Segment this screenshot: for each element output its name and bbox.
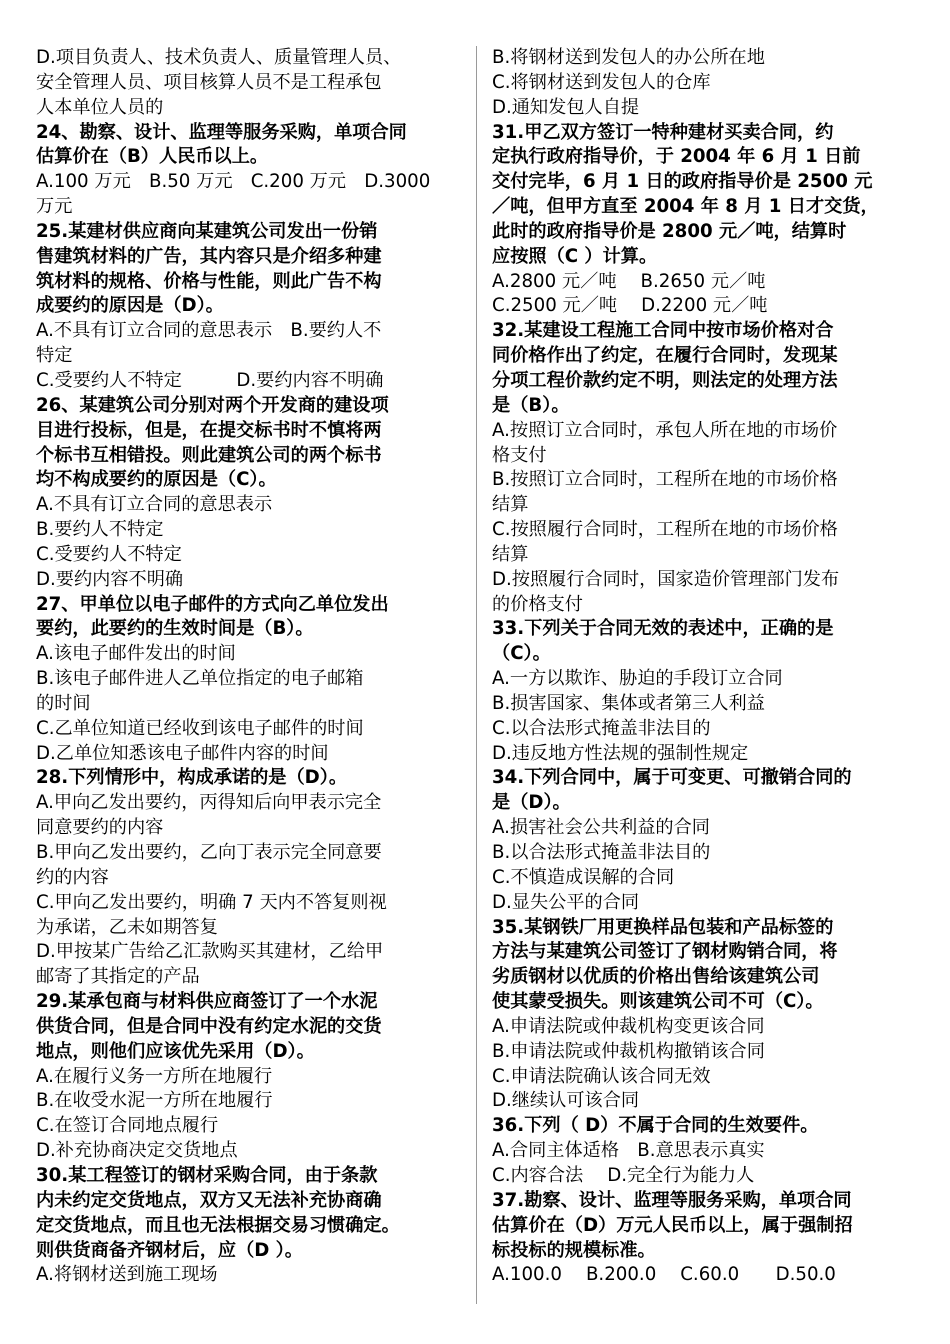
option-text-line: 特定	[36, 345, 73, 367]
question-text-line: 估算价在（B）人民币以上。	[36, 146, 269, 168]
question-text-line: 此时的政府指导价是 2800 元／吨，结算时	[492, 220, 847, 242]
question-text-line: 33.下列关于合同无效的表述中，正确的是	[492, 618, 834, 640]
option-text-line: A.将钢材送到施工现场	[36, 1264, 218, 1286]
option-text-line: B.损害国家、集体或者第三人利益	[492, 692, 765, 714]
question-text-line: 应按照（C ）计算。	[492, 245, 658, 267]
question-text-line: 定执行政府指导价，于 2004 年 6 月 1 日前	[492, 146, 861, 168]
question-text-line: 要约，此要约的生效时间是（B）。	[36, 618, 314, 640]
question-text-line: 37.勘察、设计、监理等服务采购，单项合同	[492, 1189, 852, 1211]
option-text-line: 结算	[492, 494, 529, 516]
question-text-line: 估算价在（D）万元人民币以上，属于强制招	[492, 1214, 853, 1236]
question-text-line: 25.某建材供应商向某建筑公司发出一份销	[36, 220, 378, 242]
question-text-line: ／吨，但甲方直至 2004 年 8 月 1 日才交货，	[492, 196, 879, 218]
option-text-line: 的时间	[36, 692, 91, 714]
question-text-line: 36.下列（ D）不属于合同的生效要件。	[492, 1115, 819, 1137]
option-text-line: C.2500 元／吨 D.2200 元／吨	[492, 295, 768, 317]
option-text-line: 约的内容	[36, 866, 109, 888]
option-text-line: C.乙单位知道已经收到该电子邮件的时间	[36, 717, 364, 739]
question-text-line: 定交货地点，而且也无法根据交易习惯确定。	[36, 1214, 400, 1236]
question-text-line: 使其蒙受损失。则该建筑公司不可（C）。	[492, 991, 824, 1013]
option-text-line: D.项目负责人、技术负责人、质量管理人员、	[36, 47, 402, 68]
option-text-line: C.以合法形式掩盖非法目的	[492, 717, 711, 739]
option-text-line: D.通知发包人自提	[492, 96, 640, 118]
question-text-line: 同价格作出了约定，在履行合同时，发现某	[492, 345, 838, 367]
option-text-line: C.在签订合同地点履行	[36, 1115, 219, 1137]
question-text-line: 35.某钢铁厂用更换样品包装和产品标签的	[492, 916, 834, 938]
option-text-line: B.以合法形式掩盖非法目的	[492, 842, 711, 863]
question-text-line: 地点，则他们应该优先采用（D）。	[36, 1040, 315, 1062]
question-text-line: 30.某工程签订的钢材采购合同，由于条款	[36, 1164, 378, 1186]
question-text-line: 是（B）。	[492, 394, 570, 416]
option-text-line: B.要约人不特定	[36, 519, 164, 541]
option-text-line: D.要约内容不明确	[36, 568, 184, 590]
option-text-line: A.一方以欺诈、胁迫的手段订立合同	[492, 668, 783, 690]
option-text-line: C.内容合法 D.完全行为能力人	[492, 1164, 755, 1186]
option-text-line: B.按照订立合同时，工程所在地的市场价格	[492, 469, 838, 491]
question-text-line: 供货合同，但是合同中没有约定水泥的交货	[36, 1015, 382, 1037]
question-text-line: 26、某建筑公司分别对两个开发商的建设项	[36, 394, 389, 416]
option-text-line: 人本单位人员的	[36, 96, 164, 118]
option-text-line: D.违反地方性法规的强制性规定	[492, 742, 749, 764]
option-text-line: C.按照履行合同时，工程所在地的市场价格	[492, 519, 838, 541]
option-text-line: A.100.0 B.200.0 C.60.0 D.50.0	[492, 1264, 836, 1286]
option-text-line: A.合同主体适格 B.意思表示真实	[492, 1140, 765, 1162]
option-text-line: 同意要约的内容	[36, 817, 164, 839]
option-text-line: A.100 万元 B.50 万元 C.200 万元 D.3000	[36, 171, 431, 193]
question-text-line: 劣质钢材以优质的价格出售给该建筑公司	[492, 966, 820, 988]
column-divider	[476, 46, 477, 1304]
question-text-line: 32.某建设工程施工合同中按市场价格对合	[492, 320, 834, 342]
question-text-line: 24、勘察、设计、监理等服务采购，单项合同	[36, 121, 407, 143]
option-text-line: D.按照履行合同时，国家造价管理部门发布	[492, 568, 840, 590]
question-text-line: 方法与某建筑公司签订了钢材购销合同，将	[492, 941, 838, 963]
right-column	[492, 46, 914, 1288]
question-text-line: 分项工程价款约定不明，则法定的处理方法	[492, 369, 838, 391]
option-text-line: A.按照订立合同时，承包人所在地的市场价	[492, 419, 838, 441]
question-text-line: 27、甲单位以电子邮件的方式向乙单位发出	[36, 593, 389, 615]
option-text-line: 邮寄了其指定的产品	[36, 966, 200, 988]
question-text-line: 内未约定交货地点，双方又无法补充协商确	[36, 1189, 382, 1211]
option-text-line: D.乙单位知悉该电子邮件内容的时间	[36, 742, 329, 764]
option-text-line: B.在收受水泥一方所在地履行	[36, 1090, 273, 1112]
option-text-line: C.受要约人不特定	[36, 543, 182, 565]
option-text-line: C.将钢材送到发包人的仓库	[492, 71, 711, 93]
option-text-line: C.受要约人不特定 D.要约内容不明确	[36, 369, 384, 391]
question-text-line: 个标书互相错投。则此建筑公司的两个标书	[36, 444, 382, 466]
question-text-line: 34.下列合同中，属于可变更、可撤销合同的	[492, 767, 852, 789]
option-text-line: C.申请法院确认该合同无效	[492, 1065, 711, 1087]
option-text-line: D.显失公平的合同	[492, 891, 640, 913]
option-text-line: A.甲向乙发出要约，丙得知后向甲表示完全	[36, 792, 382, 814]
question-text-line: 是（D）。	[492, 792, 571, 814]
question-text-line: 标投标的规模标准。	[492, 1239, 656, 1261]
option-text-line: D.继续认可该合同	[492, 1090, 640, 1112]
option-text-line: B.将钢材送到发包人的办公所在地	[492, 47, 765, 68]
question-text-line: 目进行投标，但是，在提交标书时不慎将两	[36, 419, 382, 441]
question-text-line: 均不构成要约的原因是（C）。	[36, 469, 277, 491]
option-text-line: C.不慎造成误解的合同	[492, 866, 675, 888]
question-text-line: 筑材料的规格、价格与性能，则此广告不构	[36, 270, 382, 292]
question-text-line: （C）。	[492, 643, 551, 665]
option-text-line: 为承诺，乙未如期答复	[36, 916, 218, 938]
option-text-line: A.2800 元／吨 B.2650 元／吨	[492, 270, 766, 292]
option-text-line: B.申请法院或仲裁机构撤销该合同	[492, 1040, 765, 1062]
option-text-line: 安全管理人员、项目核算人员不是工程承包	[36, 71, 382, 93]
option-text-line: A.在履行义务一方所在地履行	[36, 1065, 273, 1087]
question-text-line: 28.下列情形中，构成承诺的是（D）。	[36, 767, 348, 789]
option-text-line: 万元	[36, 196, 73, 218]
question-text-line: 29.某承包商与材料供应商签订了一个水泥	[36, 991, 378, 1013]
option-text-line: D.甲按某广告给乙汇款购买其建材，乙给甲	[36, 941, 384, 963]
question-text-line: 则供货商备齐钢材后，应（D ）。	[36, 1239, 303, 1261]
question-text-line: 成要约的原因是（D）。	[36, 295, 224, 317]
option-text-line: A.不具有订立合同的意思表示	[36, 494, 273, 516]
option-text-line: 结算	[492, 543, 529, 565]
option-text-line: D.补充协商决定交货地点	[36, 1140, 238, 1162]
option-text-line: A.损害社会公共利益的合同	[492, 817, 710, 839]
option-text-line: C.甲向乙发出要约，明确 7 天内不答复则视	[36, 891, 387, 913]
option-text-line: B.该电子邮件进人乙单位指定的电子邮箱	[36, 668, 364, 690]
option-text-line: A.申请法院或仲裁机构变更该合同	[492, 1015, 765, 1037]
option-text-line: 的价格支付	[492, 593, 583, 615]
question-text-line: 售建筑材料的广告，其内容只是介绍多种建	[36, 245, 382, 267]
question-text-line: 交付完毕，6 月 1 日的政府指导价是 2500 元	[492, 171, 873, 193]
option-text-line: 格支付	[492, 444, 547, 466]
option-text-line: A.该电子邮件发出的时间	[36, 643, 236, 665]
question-text-line: 31.甲乙双方签订一特种建材买卖合同，约	[492, 121, 834, 143]
option-text-line: A.不具有订立合同的意思表示 B.要约人不	[36, 320, 382, 342]
option-text-line: B.甲向乙发出要约，乙向丁表示完全同意要	[36, 842, 382, 863]
left-column	[36, 46, 476, 1288]
